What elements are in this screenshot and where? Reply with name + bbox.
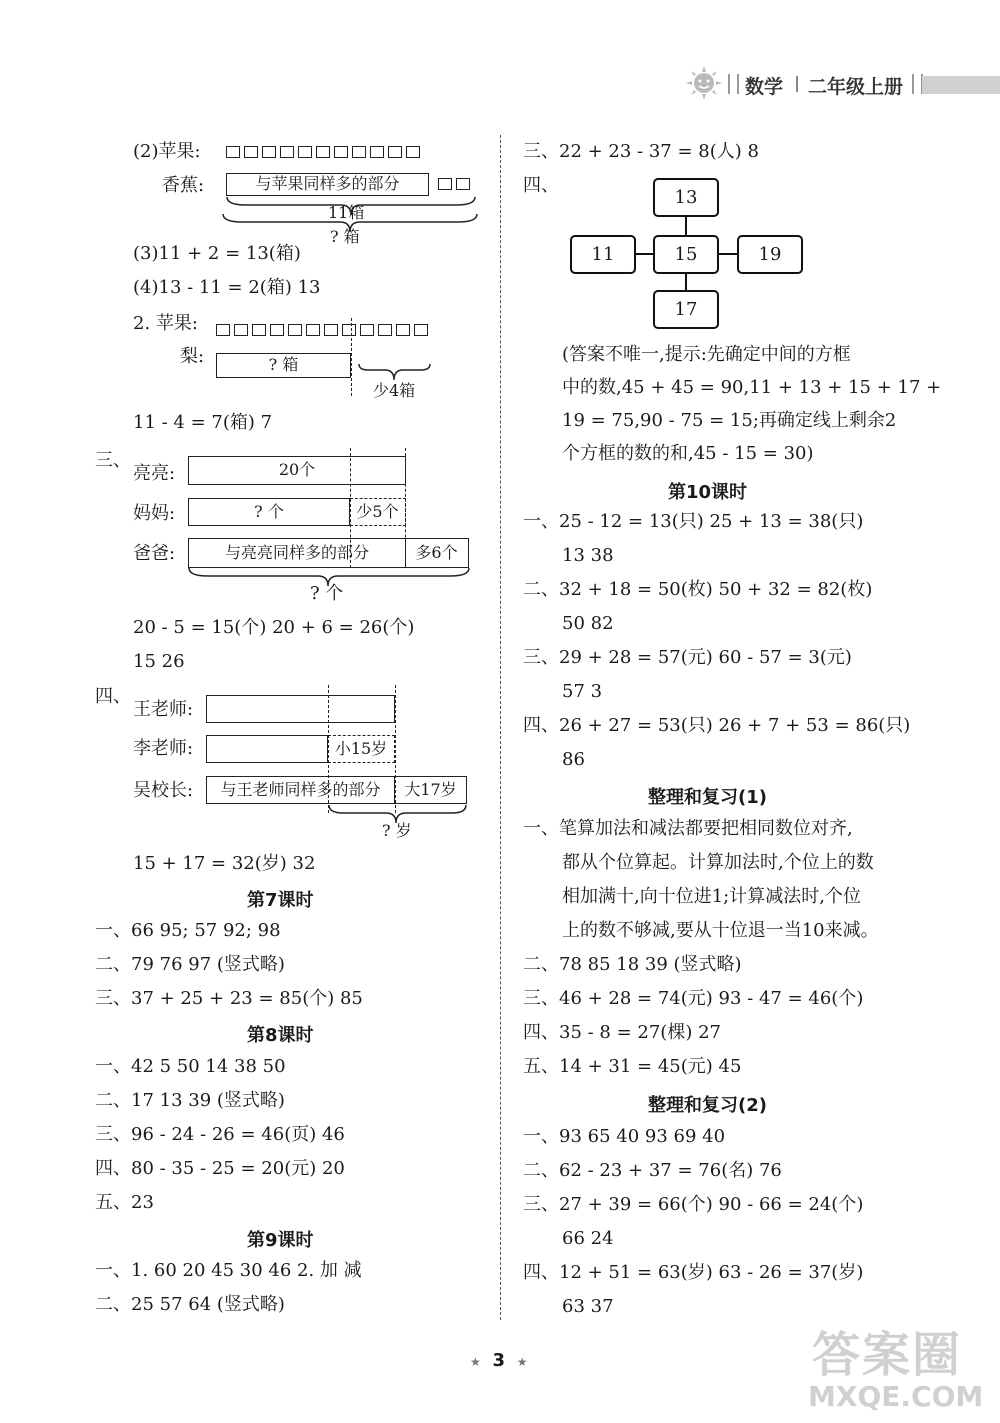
r1-line: 四、35 - 8 = 27(棵) 27 — [523, 1022, 721, 1043]
si-question: ? 岁 — [382, 821, 412, 840]
l10-line: 50 82 — [562, 613, 614, 634]
header-subject: 数学 — [745, 76, 784, 98]
grid-box-center: 15 — [653, 235, 719, 274]
r1-line: 一、笔算加法和减法都要把相同数位对齐, — [523, 818, 853, 839]
san-liang-bar: 20个 — [188, 456, 406, 485]
san-liang-label: 亮亮: — [133, 463, 176, 484]
si-li-less: 小15岁 — [328, 735, 395, 763]
r2-line: 66 24 — [562, 1228, 614, 1249]
san-question: ? 个 — [310, 583, 344, 604]
p2-pear-label: 梨: — [180, 346, 205, 367]
l10-line: 二、32 + 18 = 50(枚) 50 + 32 = 82(枚) — [523, 579, 873, 600]
star-icon: ★ — [470, 1355, 481, 1369]
san-label: 三、 — [95, 450, 131, 471]
l8-line: 二、17 13 39 (竖式略) — [95, 1090, 285, 1111]
p2-pear-bar: ? 箱 — [216, 353, 351, 378]
header-gray-bar — [922, 76, 1000, 94]
grid-box-right: 19 — [737, 235, 803, 274]
l10-line: 13 38 — [562, 545, 614, 566]
q2-banana-bar: 与苹果同样多的部分 — [226, 173, 429, 196]
san-answer2: 15 26 — [133, 651, 185, 672]
si-wu-more: 大17岁 — [395, 776, 467, 804]
header-bars-left — [728, 74, 739, 94]
q2-total: 11箱 — [328, 203, 365, 222]
note-line: 个方框的数的和,45 - 15 = 30) — [562, 443, 814, 464]
r1-line: 相加满十,向十位进1;计算减法时,个位 — [562, 886, 861, 907]
page-number: 3 — [492, 1350, 506, 1371]
p2-less: 少4箱 — [373, 381, 416, 400]
header-divider — [796, 76, 798, 92]
r1-line: 二、78 85 18 39 (竖式略) — [523, 954, 742, 975]
lesson10-title: 第10课时 — [668, 482, 748, 503]
san-baba-more: 多6个 — [405, 538, 469, 568]
si-label: 四、 — [95, 686, 131, 707]
r2-line: 63 37 — [562, 1296, 614, 1317]
q4-answer: (4)13 - 11 = 2(箱) 13 — [133, 277, 321, 298]
si-wu-bar: 与王老师同样多的部分 — [206, 776, 395, 804]
l10-line: 一、25 - 12 = 13(只) 25 + 13 = 38(只) — [523, 511, 864, 532]
q2-banana-label: 香蕉: — [162, 175, 205, 196]
r2-line: 一、93 65 40 93 69 40 — [523, 1126, 726, 1147]
right-si-label: 四、 — [523, 175, 559, 196]
lesson7-title: 第7课时 — [247, 890, 314, 911]
si-li-label: 李老师: — [133, 738, 194, 759]
grid-box-top: 13 — [653, 178, 719, 217]
page-footer — [470, 1350, 528, 1371]
sun-icon — [686, 66, 722, 100]
r2-line: 三、27 + 39 = 66(个) 90 - 66 = 24(个) — [523, 1194, 864, 1215]
header-grade: 二年级上册 — [808, 76, 904, 98]
l10-line: 86 — [562, 749, 585, 770]
watermark-site: MXQE.COM — [808, 1380, 984, 1413]
lesson8-title: 第8课时 — [247, 1025, 314, 1046]
l9-line: 二、25 57 64 (竖式略) — [95, 1294, 285, 1315]
san-mama-label: 妈妈: — [133, 503, 176, 524]
san-baba-label: 爸爸: — [133, 543, 176, 564]
review2-title: 整理和复习(2) — [648, 1095, 767, 1116]
l10-line: 三、29 + 28 = 57(元) 60 - 57 = 3(元) — [523, 647, 852, 668]
r2-line: 二、62 - 23 + 37 = 76(名) 76 — [523, 1160, 782, 1181]
lesson9-title: 第9课时 — [247, 1230, 314, 1251]
p2-dash — [351, 318, 352, 396]
l7-line: 二、79 76 97 (竖式略) — [95, 954, 285, 975]
l8-line: 四、80 - 35 - 25 = 20(元) 20 — [95, 1158, 345, 1179]
si-wu-label: 吴校长: — [133, 780, 194, 801]
si-answer: 15 + 17 = 32(岁) 32 — [133, 853, 316, 874]
note-line: 中的数,45 + 45 = 90,11 + 13 + 15 + 17 + — [562, 377, 942, 398]
si-wang-label: 王老师: — [133, 699, 194, 720]
l10-line: 四、26 + 27 = 53(只) 26 + 7 + 53 = 86(只) — [523, 715, 911, 736]
r2-line: 四、12 + 51 = 63(岁) 63 - 26 = 37(岁) — [523, 1262, 864, 1283]
note-line: 19 = 75,90 - 75 = 15;再确定线上剩余2 — [562, 410, 897, 431]
note-line: (答案不唯一,提示:先确定中间的方框 — [562, 344, 851, 365]
l10-line: 57 3 — [562, 681, 603, 702]
san-baba-bar: 与亮亮同样多的部分 — [188, 538, 406, 568]
san-mama-bar: ? 个 — [188, 498, 350, 526]
san-mama-less: 少5个 — [350, 498, 406, 526]
q3-answer: (3)11 + 2 = 13(箱) — [133, 243, 301, 264]
p2-answer: 11 - 4 = 7(箱) 7 — [133, 412, 273, 433]
right-san: 三、22 + 23 - 37 = 8(人) 8 — [523, 141, 759, 162]
l8-line: 五、23 — [95, 1192, 154, 1213]
watermark-logo: 答案圈 — [812, 1327, 963, 1383]
l7-line: 三、37 + 25 + 23 = 85(个) 85 — [95, 988, 363, 1009]
r1-line: 都从个位算起。计算加法时,个位上的数 — [562, 852, 874, 873]
si-li-bar — [206, 735, 328, 763]
grid-box-left: 11 — [570, 235, 636, 274]
banana-extra-unit — [456, 178, 470, 190]
san-answer1: 20 - 5 = 15(个) 20 + 6 = 26(个) — [133, 617, 415, 638]
l9-line: 一、1. 60 20 45 30 46 2. 加 减 — [95, 1260, 362, 1281]
grid-box-bottom: 17 — [653, 290, 719, 329]
review1-title: 整理和复习(1) — [648, 787, 767, 808]
l7-line: 一、66 95; 57 92; 98 — [95, 920, 281, 941]
l8-line: 三、96 - 24 - 26 = 46(页) 46 — [95, 1124, 345, 1145]
q2-question: ? 箱 — [330, 227, 360, 246]
r1-line: 五、14 + 31 = 45(元) 45 — [523, 1056, 742, 1077]
r1-line: 三、46 + 28 = 74(元) 93 - 47 = 46(个) — [523, 988, 864, 1009]
l8-line: 一、42 5 50 14 38 50 — [95, 1056, 286, 1077]
r1-line: 上的数不够减,要从十位退一当10来减。 — [562, 920, 879, 941]
q2-label: (2)苹果: — [133, 141, 201, 162]
column-divider — [500, 135, 501, 1320]
p2-apple-label: 2. 苹果: — [133, 313, 198, 334]
star-icon: ★ — [516, 1355, 528, 1369]
si-wang-bar — [206, 695, 395, 723]
banana-extra-unit — [438, 178, 452, 190]
